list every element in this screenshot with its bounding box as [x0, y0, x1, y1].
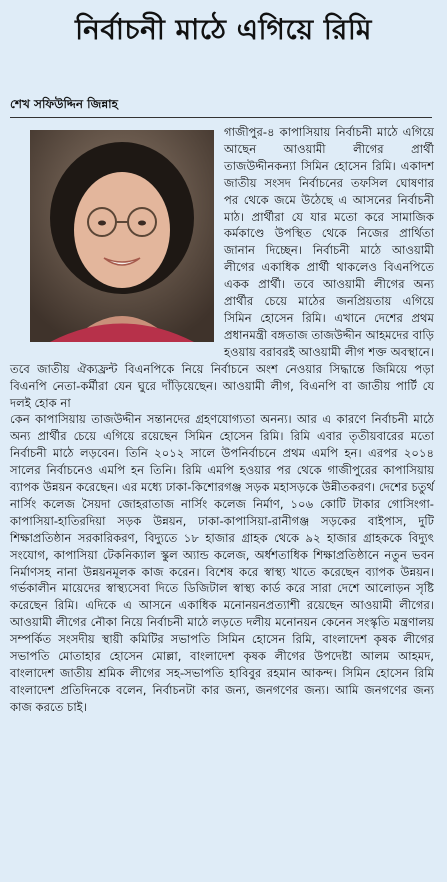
article-paragraph-2: কেন কাপাসিয়ায় তাজউদ্দীন সন্তানদের গ্রহণযোগ্যতা অনন্য। আর এ কারণে নির্বাচনী মাঠে অন্য প্রার্থীর চেয়ে এগিয়ে রয়েছেন সিমিন হোসেন রিমি। রিমি এবার তৃতীয়বারের মতো নির্বাচনী মাঠে লড়বেন। তিনি ২০১২ সালে উপনির্বাচনে প্রথম এমপি হন। এরপর ২০১৪ সালের নির্বাচনেও এমপি হন তিনি। রিমি এমপি হওয়ার পর থেকে গাজীপুরের কাপাসিয়ায় ব্যাপক উন্নয়ন করেছেন। এর মধ্যে ঢাকা-কিশোরগঞ্জ সড়ক মহাসড়কে উন্নীতকরণ। দেশের চতুর্থ নার্সিং কলেজ সৈয়দা জোহরাতাজ নার্সিং কলেজ নির্মাণ, ১০৬ কোটি টাকার গোসিংগা-কাপাসিয়া-হাতিরদিয়া সড়ক উন্নয়ন, ঢাকা-কাপাসিয়া-রানীগঞ্জ সড়কের বাইপাস, দুটি শিক্ষাপ্রতিষ্ঠান সরকারিকরণ, বিদ্যুতে ১৮ হাজার গ্রাহক থেকে ৯২ হাজার গ্রাহককে বিদ্যুৎ সংযোগ, কাপাসিয়া টেকনিক্যাল স্কুল অ্যান্ড কলেজ, অর্ধশতাধিক শিক্ষাপ্রতিষ্ঠানে নতুন ভবন নির্মাণসহ নানা উন্নয়নমূলক কাজ করেন। বিশেষ করে স্বাস্থ্য খাতে করেছেন ব্যাপক উন্নয়ন। গর্ভকালীন মায়েদের স্বাস্থ্যসেবা দিতে ডিজিটাল স্বাস্থ্য কার্ড করে সারা দেশে আলোড়ন সৃষ্টি করেছেন রিমি। এদিকে এ আসনে একাধিক মনোনয়নপ্রত্যাশী রয়েছেন আওয়ামী লীগের। আওয়ামী লীগের নৌকা নিয়ে নির্বাচনী মাঠে লড়তে দলীয় মনোনয়ন কেনেন সংস্কৃতি মন্ত্রণালয় সম্পর্কিত সংসদীয় স্থায়ী কমিটির সভাপতি সিমিন হোসেন রিমি, বাংলাদেশ কৃষক লীগের সভাপতি মোতাহার হোসেন মোল্লা, বাংলাদেশ কৃষক লীগের উপদেষ্টা আলম আহমদ, বাংলাদেশ জাতীয় শ্রমিক লীগের সহ-সভাপতি হাবিবুর রহমান আকন্দ। সিমিন হোসেন রিমি বাংলাদেশ প্রতিদিনকে বলেন, নির্বাচনটা কার জন্য, জনগণের জন্য। আমি জনগণের জন্য কাজ করতে চাই। — [10, 412, 434, 714]
divider — [10, 117, 432, 118]
article-paragraph-1 — [10, 124, 434, 411]
headline: নির্বাচনী মাঠে এগিয়ে রিমি — [75, 13, 372, 46]
article-body — [10, 124, 434, 716]
portrait-photo — [30, 130, 214, 342]
article-text-part-1: গাজীপুর-৪ কাপাসিয়ায় নির্বাচনী মাঠে এগিয়ে আছেন আওয়ামী লীগের প্রার্থী তাজউদ্দীনকন্যা সিমিন হোসেন রিমি। একাদশ জাতীয় সংসদ নির্বাচনের তফসিল ঘোষণার পর থেকে জমে উঠেছে এ আসনের নির্বাচনী মাঠ। প্রার্থীরা যে যার মতো করে সামাজিক কর্মকাণ্ডে উপস্থিত থেকে নিজের প্রার্থিতা জানান দিচ্ছেন। নির্বাচনী মাঠে আওয়ামী লীগের একাধিক প্রার্থী থাকলেও বিএনপিতে একক প্রার্থী। তবে আওয়ামী লীগের অন্য প্রার্থীর চেয়ে মাঠের জনপ্রিয়তায় এগিয়ে সিমিন হোসেন রিমি। এখানে দেশের প্রথম প্রধানমন্ত্রী বঙ্গতাজ তাজউদ্দীন আহমদের বাড়ি হওয়ায় বরাবরই আওয়ামী লীগ শক্ত অবস্থানে। তবে জাতীয় ঐক্যফ্রন্ট বিএনপিকে নিয়ে নির্বাচনে অংশ নেওয়ার সিদ্ধান্তে জিমিয়ে পড়া বিএনপি নেতা-কর্মীরা যেন ঘুরে দাঁড়িয়েছেন। আওয়ামী লীগ, বিএনপি বা জাতীয় পার্টি যে দলই হোক না — [10, 125, 434, 410]
byline: শেখ সফিউদ্দিন জিন্নাহ — [10, 97, 118, 111]
